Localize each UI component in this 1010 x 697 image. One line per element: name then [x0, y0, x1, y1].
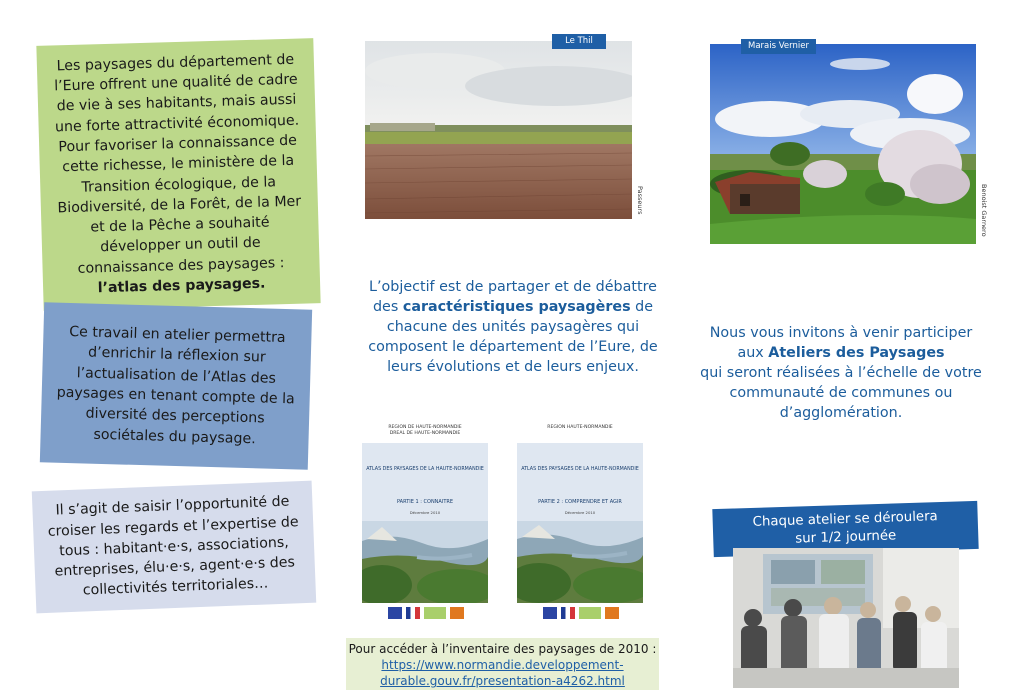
invite-text-part: Nous vous invitons à venir participer aux [709, 325, 973, 361]
cover-date: Décembre 2010 [564, 510, 596, 515]
banner-line: Chaque atelier se déroulera [752, 509, 938, 530]
marais-vernier-tag: Marais Vernier [741, 39, 816, 54]
cover-logos [543, 607, 619, 619]
le-thil-tag: Le Thil [552, 34, 606, 49]
workshop-meeting-photo [733, 548, 959, 688]
cover-plate [517, 443, 643, 603]
cover-atlas-title: ATLAS DES PAYSAGES DE LA HAUTE-NORMANDIE [521, 467, 639, 472]
le-thil-credit: Passeurs [636, 186, 644, 215]
le-thil-photo [365, 41, 632, 219]
green-info-card [36, 38, 320, 311]
cover-part-title: PARTIE 1 : CONNAITRE [396, 499, 454, 505]
eure-logo-icon [579, 607, 601, 619]
cover-region-line: REGION HAUTE-NORMANDIE [547, 425, 613, 430]
banner-line: sur 1/2 journée [795, 528, 897, 547]
cover-photo [362, 521, 488, 603]
inventory-link-box [346, 638, 659, 690]
objective-bold: caractéristiques paysagères [402, 299, 631, 315]
cover-logos [388, 607, 464, 619]
grey-card-text: Il s’agit de saisir l’opportunité de croiser les regards et l’expertise de tous : habitant·e·s, associations, entreprises, élu·e·s, agent·e·s des collectivités territoriales… [47, 493, 299, 599]
blue-info-card [40, 302, 312, 469]
republique-logo-icon [561, 607, 575, 619]
marais-vernier-photo [710, 44, 976, 244]
inventory-link[interactable]: https://www.normandie.developpement-durable.gouv.fr/presentation-a4262.html [380, 658, 625, 689]
green-card-body: Les paysages du département de l’Eure offrent une qualité de cadre de vie à ses habitants, mais aussi une forte attractivité économique. Pour favoriser la connaissance de cette richesse, le ministère de la Transition écologique, de la Biodiversité, de la Forêt, de la Mer et de la Pêche a souhaité développer un outil de connaissance des paysages : [54, 51, 302, 277]
green-card-bold: l’atlas des paysages. [97, 275, 266, 297]
invite-text-part: qui seront réalisées à l’échelle de votre communauté de communes ou d’agglomération. [700, 365, 982, 421]
objective-text [368, 277, 658, 377]
cover-atlas-title: ATLAS DES PAYSAGES DE LA HAUTE-NORMANDIE [366, 467, 484, 472]
invite-bold: Ateliers des Paysages [768, 345, 945, 361]
cover-region-line: REGION DE HAUTE-NORMANDIE [388, 425, 462, 430]
green-card-text [37, 49, 321, 300]
blue-card-text: Ce travail en atelier permettra d’enrichir la réflexion sur l’actualisation de l’Atlas des paysages en tenant compte de la diversité des perceptions sociétales du paysage. [56, 324, 295, 447]
normandie-logo-icon [450, 607, 464, 619]
objective-text-part: de chacune des unités paysagères qui composent le département de l’Eure, de leurs évolutions et de leurs enjeux. [368, 299, 658, 375]
atlas-cover-part1 [360, 421, 490, 623]
eure-logo-icon [424, 607, 446, 619]
cover-part-title: PARTIE 2 : COMPRENDRE ET AGIR [538, 499, 622, 505]
eu-logo-icon [388, 607, 402, 619]
marais-vernier-credit: Benoist Garnero [980, 184, 988, 237]
cover-region [360, 425, 490, 437]
objective-text-part: L’objectif est de partager et de débattre des [369, 279, 657, 315]
cover-region [515, 425, 645, 431]
cover-date: Décembre 2010 [409, 510, 441, 515]
inventory-link-label: Pour accéder à l’inventaire des paysages de 2010 : [348, 642, 657, 656]
eu-logo-icon [543, 607, 557, 619]
republique-logo-icon [406, 607, 420, 619]
cover-plate [362, 443, 488, 603]
invite-text [700, 323, 982, 423]
cover-photo [517, 521, 643, 603]
grey-info-card [32, 481, 316, 614]
normandie-logo-icon [605, 607, 619, 619]
atlas-cover-part2 [515, 421, 645, 623]
cover-region-line: DREAL DE HAUTE-NORMANDIE [389, 431, 461, 436]
